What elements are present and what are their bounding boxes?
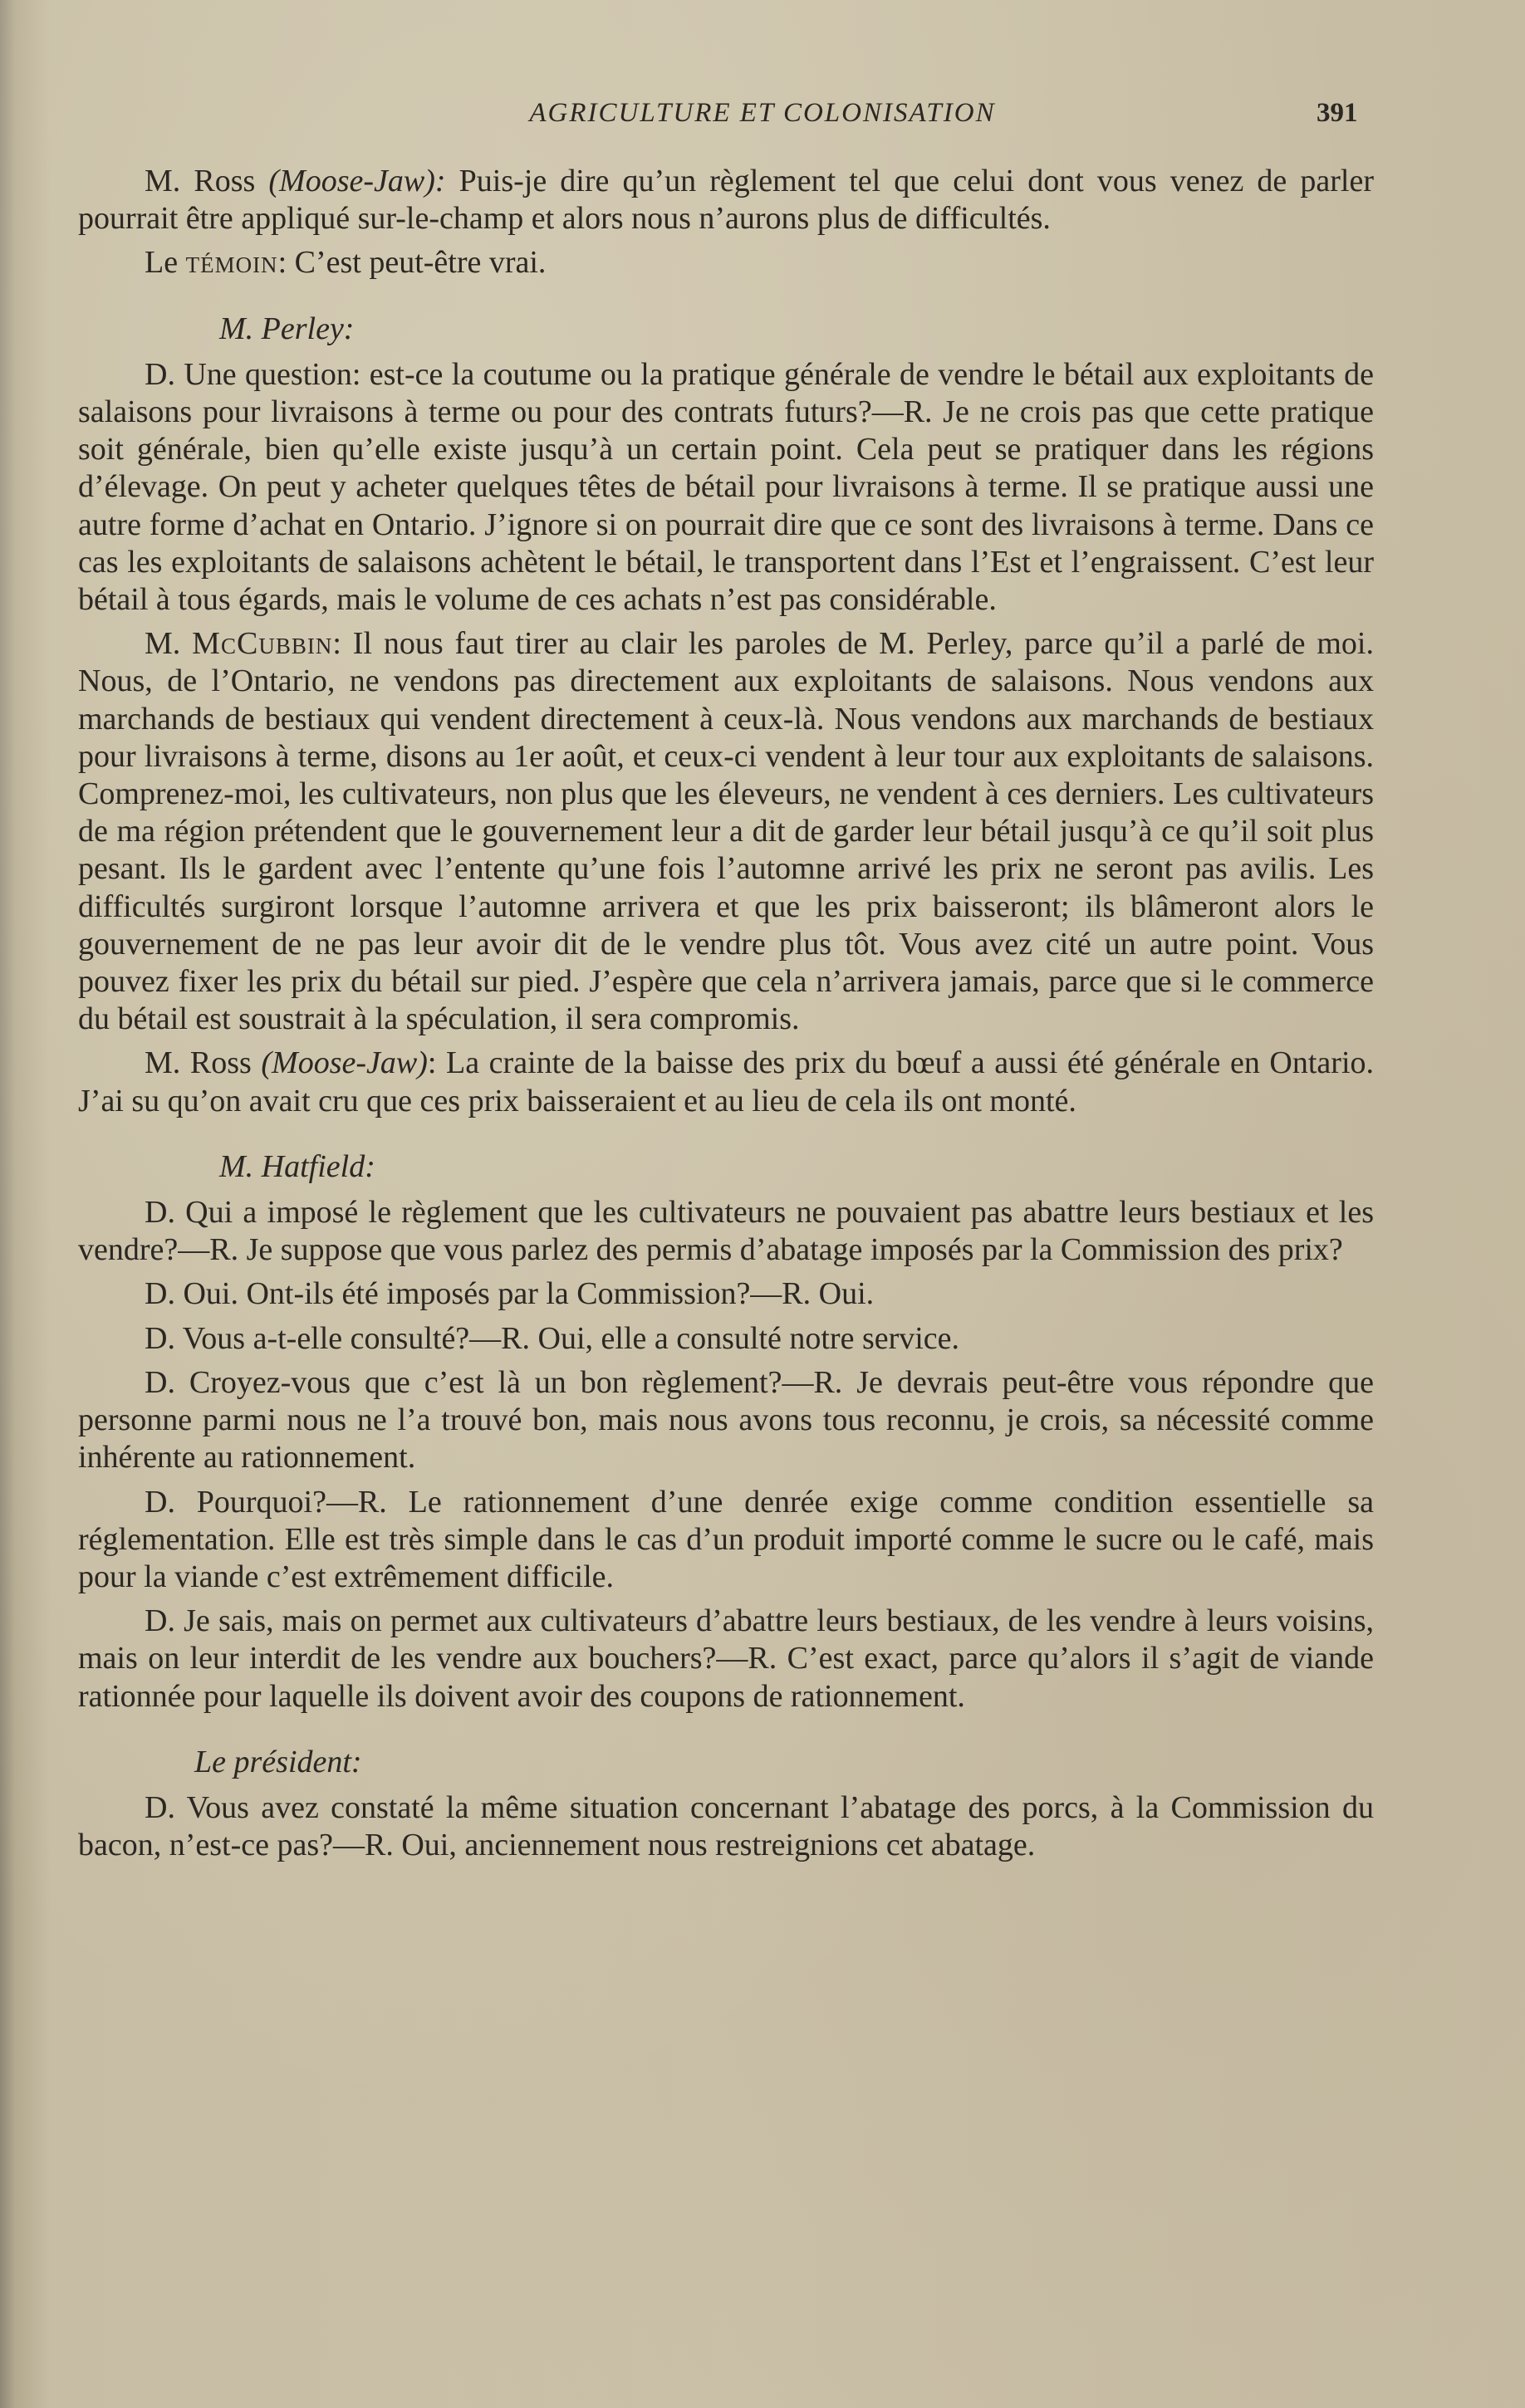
speaker-name: témoin: [185, 245, 278, 281]
paragraph-hatfield-6: D. Je sais, mais on permet aux cultivateurs d’abattre leurs bestiaux, de les vendre à leurs voisins, mais on leur interdit de les vendre aux bouchers?—R. C’est exact, parce qu’alors il s’agit de viande rationnée pour laquelle ils doivent avoir des coupons de rationnement.: [78, 1603, 1374, 1714]
paragraph-text: : Il nous faut tirer au clair les paroles de M. Perley, parce qu’il a parlé de moi. Nous, de l’Ontario, ne vendons pas directement aux exploitants de salaisons. Nous vendons aux marchands de bestiaux qui vendent directement à ceux-là. Nous vendons aux marchands de bestiaux pour livraisons à terme, disons au 1er août, et ceux-ci vendent à leur tour aux exploitants de salaisons. Comprenez-moi, les cultivateurs, non plus que les éleveurs, ne vendent à ces derniers. Les cultivateurs de ma région prétendent que le gouvernement leur a dit de garder leur bétail jusqu’à ce qu’il soit plus pesant. Ils le gardent avec l’entente qu’une fois l’automne arrivé les prix ne seront pas avilis. Les difficultés surgiront lorsque l’automne arrivera et que les prix baisseront; ils blâmeront alors le gouvernement de ne pas leur avoir dit de le vendre plus tôt. Vous avez cité un autre point. Vous pouvez fixer les prix du bétail sur pied. J’espère que cela n’arrivera jamais, parce que si le commerce du bétail est soustrait à la spéculation, il sera compromis.: [78, 626, 1374, 1037]
paragraph-text: : La crainte de la baisse des prix du bœuf a aussi été générale en Ontario. J’ai su qu’on avait cru que ces prix baisseraient et au lieu de cela ils ont monté.: [78, 1045, 1375, 1118]
speaker-prefix: Le: [145, 245, 186, 281]
paragraph-ross-2: [78, 1045, 1374, 1119]
speaker-place: (Moose-Jaw): [261, 1045, 428, 1081]
paragraph-perley-question: D. Une question: est-ce la coutume ou la pratique générale de vendre le bétail aux exploitants de salaisons pour livraisons à terme ou pour des contrats futurs?—R. Je ne crois pas que cette pratique soit générale, bien qu’elle existe jusqu’à un certain point. Cela peut se pratiquer dans les régions d’élevage. On peut y acheter quelques têtes de bétail pour livraisons à terme. Il se pratique aussi une autre forme d’achat en Ontario. J’ignore si on pourrait dire que ce sont des livraisons à terme. Dans ce cas les exploitants de salaisons achètent le bétail, le transportent dans l’Est et l’engraissent. C’est leur bétail à tous égards, mais le volume de ces achats n’est pas considérable.: [78, 356, 1374, 618]
body-text: [78, 163, 1374, 1871]
paragraph-text: : C’est peut-être vrai.: [277, 245, 547, 281]
page-header: [0, 93, 1525, 135]
heading-hatfield: M. Hatfield:: [219, 1148, 375, 1184]
heading-president: Le président:: [194, 1744, 362, 1779]
heading-perley: M. Perley:: [219, 311, 355, 346]
paragraph-hatfield-3: D. Vous a-t-elle consulté?—R. Oui, elle a consulté notre service.: [145, 1320, 960, 1356]
paragraph-text: Puis-je dire qu’un règlement tel que celui dont vous venez de parler pourrait être appliqué sur-le-champ et alors nous n’aurons plus de difficultés.: [78, 164, 1374, 237]
speaker-prefix: M.: [145, 626, 193, 662]
speaker-name: M. Ross: [145, 164, 256, 198]
running-title: AGRICULTURE ET COLONISATION: [529, 98, 996, 128]
speaker-name: McCubbin: [192, 626, 333, 662]
speaker-place: (Moose-Jaw):: [268, 164, 446, 198]
paragraph-mccubbin: [78, 625, 1374, 1038]
paragraph-temoin: [78, 244, 1374, 281]
speaker-name: M. Ross: [145, 1045, 252, 1081]
paragraph-president: D. Vous avez constaté la même situation concernant l’abatage des porcs, à la Commission du bacon, n’est-ce pas?—R. Oui, anciennement nous restreignions cet abatage.: [78, 1789, 1374, 1863]
paragraph-hatfield-2: D. Oui. Ont-ils été imposés par la Commission?—R. Oui.: [145, 1276, 875, 1312]
page-number: 391: [1317, 98, 1358, 128]
paragraph-ross-1: [78, 163, 1374, 237]
paragraph-hatfield-5: D. Pourquoi?—R. Le rationnement d’une denrée exige comme condition essentielle sa réglementation. Elle est très simple dans le cas d’un produit importé comme le sucre ou le café, mais pour la viande c’est extrêmement difficile.: [78, 1484, 1374, 1594]
paragraph-hatfield-4: D. Croyez-vous que c’est là un bon règlement?—R. Je devrais peut-être vous répondre que personne parmi nous ne l’a trouvé bon, mais nous avons tous reconnu, je crois, sa nécessité comme inhérente au rationnement.: [78, 1364, 1374, 1476]
paragraph-hatfield-1: D. Qui a imposé le règlement que les cultivateurs ne pouvaient pas abattre leurs bestiaux et les vendre?—R. Je suppose que vous parlez des permis d’abatage imposés par la Commission des prix?: [78, 1195, 1374, 1268]
